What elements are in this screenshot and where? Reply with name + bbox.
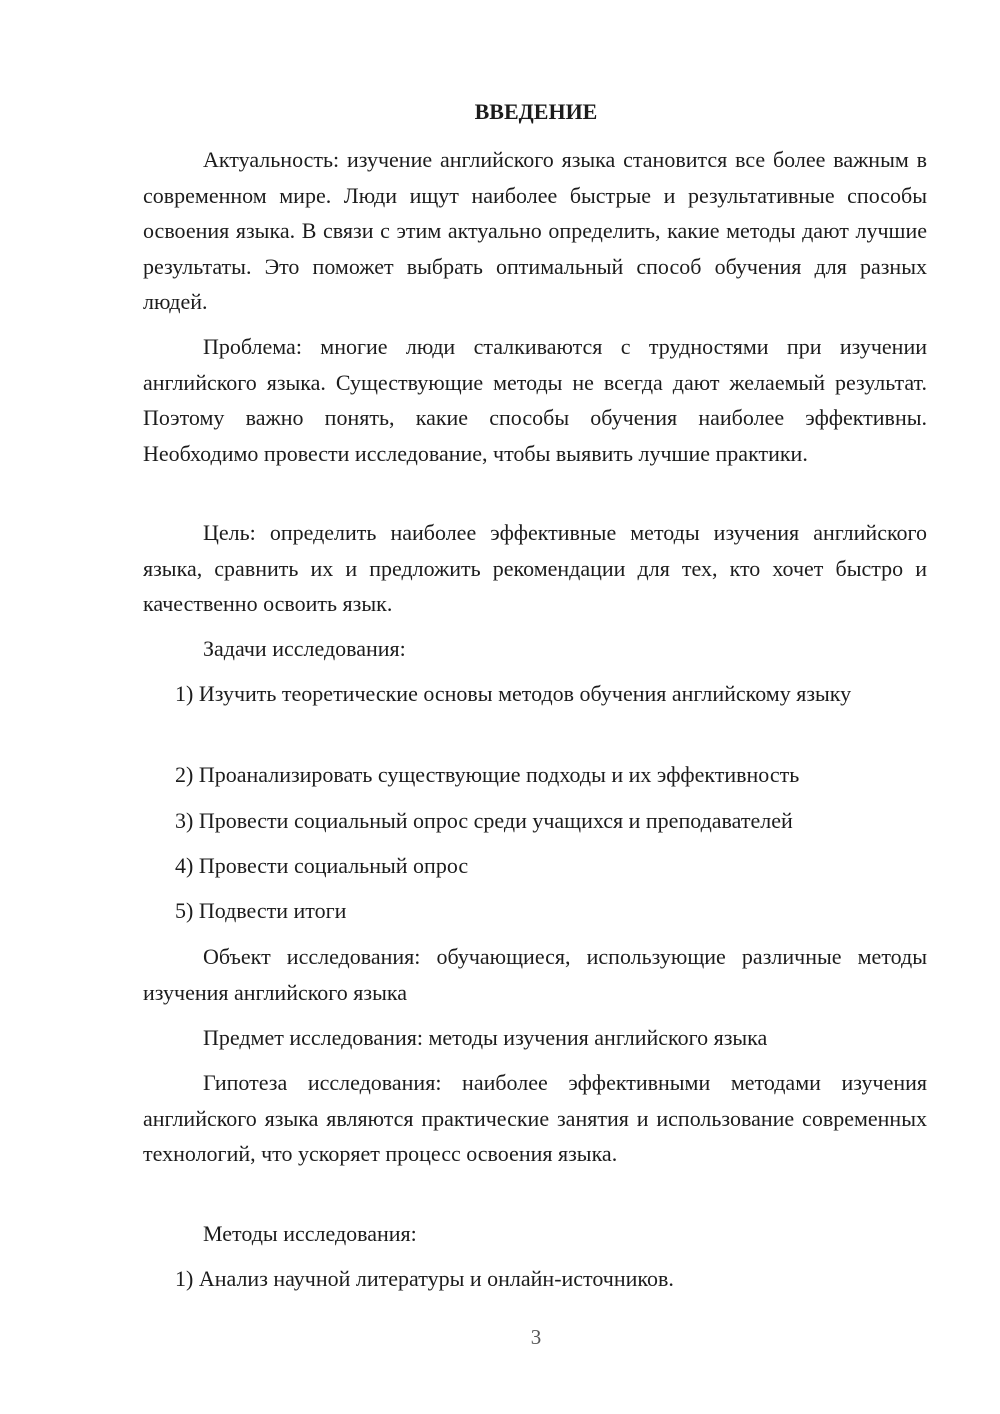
- page-number: 3: [530, 1325, 542, 1349]
- task-item-4: 4) Провести социальный опрос: [175, 853, 469, 878]
- paragraph-relevance: Актуальность: изучение английского языка становится все более важным в современном мире. Люди ищут наиболее быстрые и результативные способы освоения языка. В связи с этим актуально определить, какие методы дают лучшие результаты. Это поможет выбрать оптимальный способ обучения для разных людей.: [143, 147, 927, 314]
- method-item-1: 1) Анализ научной литературы и онлайн-источников.: [175, 1266, 674, 1291]
- task-item-2: 2) Проанализировать существующие подходы и их эффективность: [175, 762, 800, 787]
- paragraph-object: Объект исследования: обучающиеся, использующие различные методы изучения английского языка: [143, 944, 927, 1005]
- page-title: ВВЕДЕНИЕ: [474, 99, 598, 124]
- paragraph-hypothesis: Гипотеза исследования: наиболее эффективными методами изучения английского языка являются практические занятия и использование современных технологий, что ускоряет процесс освоения языка.: [143, 1070, 927, 1166]
- methods-heading: Методы исследования:: [203, 1221, 417, 1246]
- task-item-1: 1) Изучить теоретические основы методов обучения английскому языку: [175, 681, 852, 706]
- task-item-3: 3) Провести социальный опрос среди учащихся и преподавателей: [175, 808, 793, 833]
- tasks-heading: Задачи исследования:: [203, 636, 406, 661]
- paragraph-goal: Цель: определить наиболее эффективные методы изучения английского языка, сравнить их и предложить рекомендации для тех, кто хочет быстро и качественно освоить язык.: [143, 520, 927, 616]
- task-item-5: 5) Подвести итоги: [175, 898, 347, 923]
- paragraph-subject: Предмет исследования: методы изучения английского языка: [203, 1025, 768, 1050]
- paragraph-problem: Проблема: многие люди сталкиваются с трудностями при изучении английского языка. Существующие методы не всегда дают желаемый результат. Поэтому важно понять, какие способы обучения наиболее эффективны. Необходимо провести исследование, чтобы выявить лучшие практики.: [143, 334, 927, 466]
